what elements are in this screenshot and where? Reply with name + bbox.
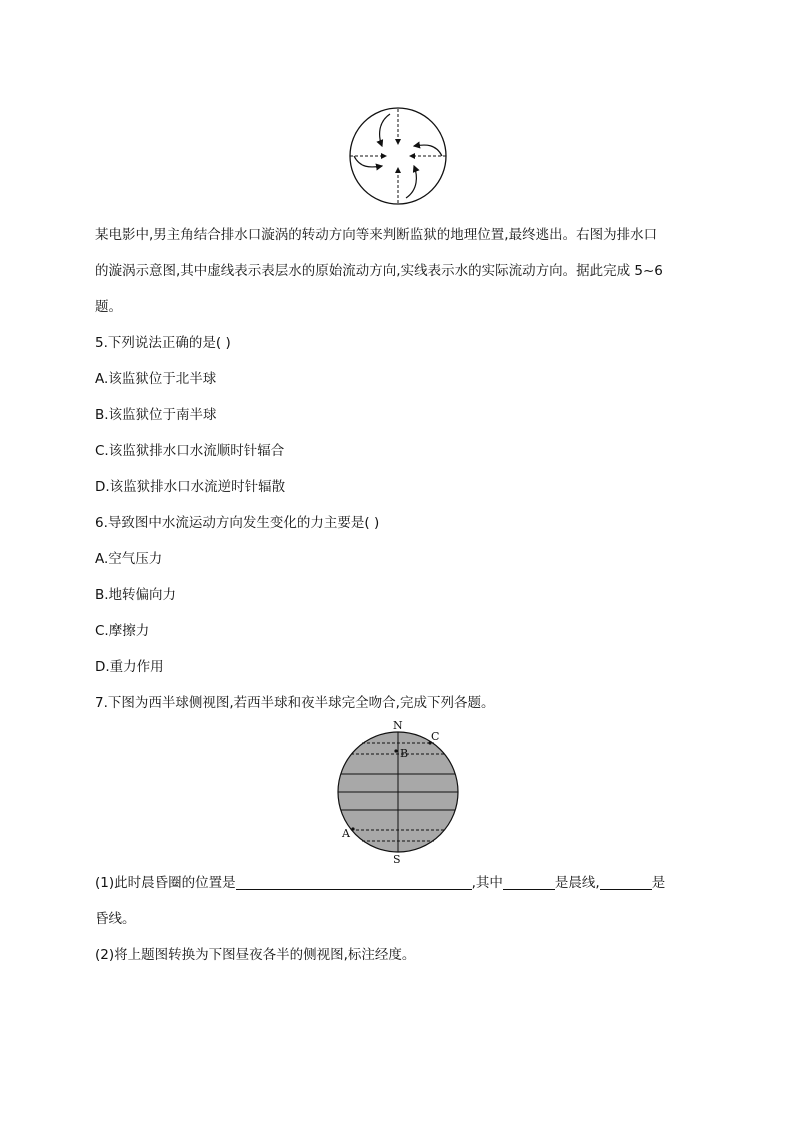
answer-blank-dusk[interactable] (600, 875, 652, 890)
label-n: N (393, 719, 403, 732)
q7-sub1-continued: 昏线。 (95, 911, 136, 927)
label-s: S (393, 853, 401, 866)
intro-line-1: 某电影中,男主角结合排水口漩涡的转动方向等来判断监狱的地理位置,最终逃出。右图为排水口 (95, 227, 658, 243)
label-b: B (400, 747, 409, 760)
q5-stem: 5.下列说法正确的是( ) (95, 335, 231, 351)
q7-sub1 (95, 874, 665, 892)
q5-option-c: C.该监狱排水口水流顺时针辐合 (95, 443, 285, 459)
label-a: A (342, 827, 350, 840)
q6-option-b: B.地转偏向力 (95, 587, 177, 603)
q7-sub1-text-c: 是晨线, (554, 875, 600, 891)
answer-blank-terminator[interactable] (236, 875, 472, 890)
q5-option-d: D.该监狱排水口水流逆时针辐散 (95, 479, 286, 495)
hemisphere-diagram (330, 716, 470, 866)
q6-stem: 6.导致图中水流运动方向发生变化的力主要是( ) (95, 515, 380, 531)
vortex-diagram (346, 106, 450, 206)
q7-sub1-text-a: (1)此时晨昏圈的位置是 (95, 875, 236, 891)
q6-option-a: A.空气压力 (95, 551, 163, 567)
q5-option-b: B.该监狱位于南半球 (95, 407, 217, 423)
q6-option-c: C.摩擦力 (95, 623, 150, 639)
q7-sub2: (2)将上题图转换为下图昼夜各半的侧视图,标注经度。 (95, 947, 416, 963)
q7-sub1-text-d: 是 (651, 875, 666, 891)
answer-blank-dawn[interactable] (503, 875, 555, 890)
intro-line-3: 题。 (95, 299, 122, 315)
intro-line-2: 的漩涡示意图,其中虚线表示表层水的原始流动方向,实线表示水的实际流动方向。据此完成 5~6 (95, 263, 663, 279)
q7-stem: 7.下图为西半球侧视图,若西半球和夜半球完全吻合,完成下列各题。 (95, 695, 495, 711)
label-c: C (431, 730, 440, 743)
q7-sub1-text-b: ,其中 (471, 875, 503, 891)
q5-option-a: A.该监狱位于北半球 (95, 371, 217, 387)
q6-option-d: D.重力作用 (95, 659, 164, 675)
